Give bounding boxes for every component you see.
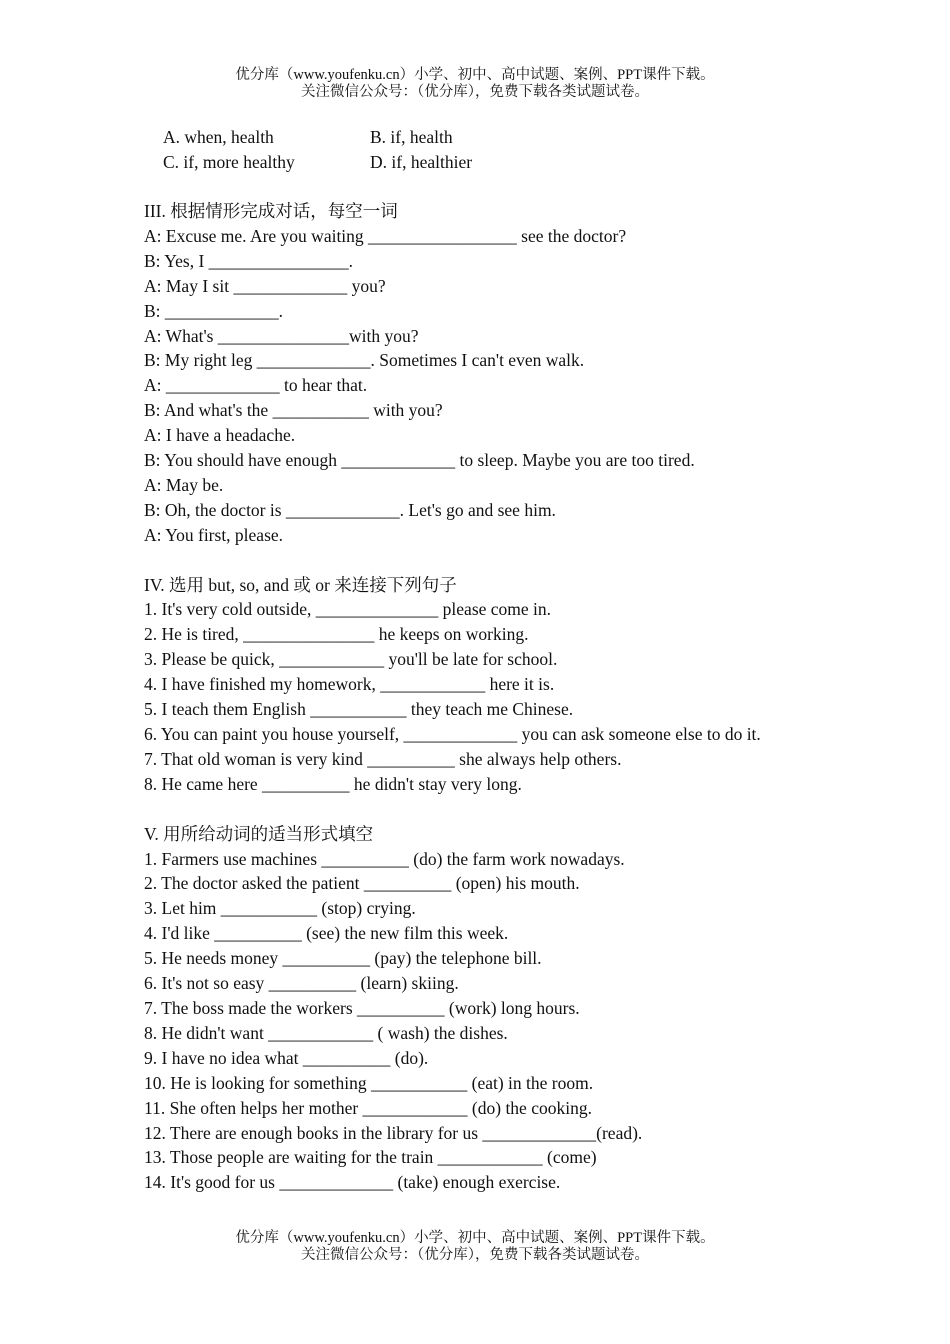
page-footer <box>0 1230 950 1264</box>
exercise-line: A: I have a headache. <box>144 425 296 446</box>
section-5 <box>144 822 814 1196</box>
options-row-2 <box>163 150 472 175</box>
section-3-lines <box>144 224 814 548</box>
exercise-line: B: And what's the ___________ with you? <box>144 400 443 421</box>
exercise-line: 1. Farmers use machines __________ (do) the farm work nowadays. <box>144 848 625 869</box>
page-header <box>0 67 950 101</box>
exercise-line: 3. Please be quick, ____________ you'll be late for school. <box>144 649 558 670</box>
option-b: B. if, health <box>370 127 453 147</box>
section-4 <box>144 573 814 797</box>
exercise-line: 4. I have finished my homework, ____________ here it is. <box>144 674 555 695</box>
section-gap <box>144 548 814 573</box>
exercise-line: 8. He came here __________ he didn't stay very long. <box>144 773 522 794</box>
section-4-title: IV. 选用 but, so, and 或 or 来连接下列句子 <box>144 574 457 595</box>
exercise-line: B: _____________. <box>144 300 284 321</box>
exercise-line: A: May I sit _____________ you? <box>144 275 386 296</box>
exercise-line: 2. The doctor asked the patient __________ (open) his mouth. <box>144 873 580 894</box>
exercise-line: 9. I have no idea what __________ (do). <box>144 1047 429 1068</box>
exercise-line: A: Excuse me. Are you waiting _________________ see the doctor? <box>144 225 627 246</box>
exercise-line: 8. He didn't want ____________ ( wash) the dishes. <box>144 1022 508 1043</box>
exercise-line: 12. There are enough books in the library for us _____________(read). <box>144 1122 643 1143</box>
section-gap <box>144 797 814 822</box>
exercise-line: B: You should have enough _____________ to sleep. Maybe you are too tired. <box>144 450 695 471</box>
section-3-title: III. 根据情形完成对话，每空一词 <box>144 201 398 221</box>
exercise-line: 3. Let him ___________ (stop) crying. <box>144 898 416 919</box>
exercise-line: A: _____________ to hear that. <box>144 375 368 396</box>
option-a: A. when, health <box>163 127 274 147</box>
exercise-line: A: You first, please. <box>144 524 284 545</box>
exercise-line: B: Yes, I ________________. <box>144 250 354 271</box>
exercise-line: B: Oh, the doctor is _____________. Let's go and see him. <box>144 499 556 520</box>
option-c: C. if, more healthy <box>163 152 295 172</box>
footer-line-1: 优分库（www.youfenku.cn）小学、初中、高中试题、案例、PPT课件下载。 <box>235 1230 715 1246</box>
exercise-line: 5. He needs money __________ (pay) the telephone bill. <box>144 948 542 969</box>
exercise-line: B: My right leg _____________. Sometimes I can't even walk. <box>144 350 585 371</box>
exercise-line: 1. It's very cold outside, ______________ please come in. <box>144 599 552 620</box>
exercise-line: 6. It's not so easy __________ (learn) skiing. <box>144 973 459 994</box>
answer-options <box>163 125 472 175</box>
exercise-line: 13. Those people are waiting for the train ____________ (come) <box>144 1147 597 1168</box>
exercise-line: 5. I teach them English ___________ they teach me Chinese. <box>144 699 574 720</box>
exercise-content <box>144 199 814 1195</box>
header-line-1: 优分库（www.youfenku.cn）小学、初中、高中试题、案例、PPT课件下载。 <box>235 67 715 83</box>
footer-line-2: 关注微信公众号：（优分库），免费下载各类试题试卷。 <box>301 1247 649 1263</box>
exercise-line: 14. It's good for us _____________ (take) enough exercise. <box>144 1172 561 1193</box>
option-d: D. if, healthier <box>370 152 473 172</box>
exercise-line: A: May be. <box>144 474 224 495</box>
exercise-line: A: What's _______________with you? <box>144 325 419 346</box>
options-row-1 <box>163 125 472 150</box>
exercise-line: 2. He is tired, _______________ he keeps on working. <box>144 624 529 645</box>
exercise-line: 4. I'd like __________ (see) the new film this week. <box>144 923 509 944</box>
section-3 <box>144 199 814 548</box>
exercise-line: 7. That old woman is very kind __________ she always help others. <box>144 748 622 769</box>
exercise-line: 6. You can paint you house yourself, _____________ you can ask someone else to do it. <box>144 724 761 745</box>
header-line-2: 关注微信公众号：（优分库），免费下载各类试题试卷。 <box>301 84 649 100</box>
exercise-line: 10. He is looking for something ___________ (eat) in the room. <box>144 1072 594 1093</box>
section-5-lines <box>144 847 814 1196</box>
exercise-line: 11. She often helps her mother ____________ (do) the cooking. <box>144 1097 592 1118</box>
exercise-line: 7. The boss made the workers __________ (work) long hours. <box>144 997 580 1018</box>
section-4-lines <box>144 597 814 796</box>
section-5-title: V. 用所给动词的适当形式填空 <box>144 823 374 844</box>
